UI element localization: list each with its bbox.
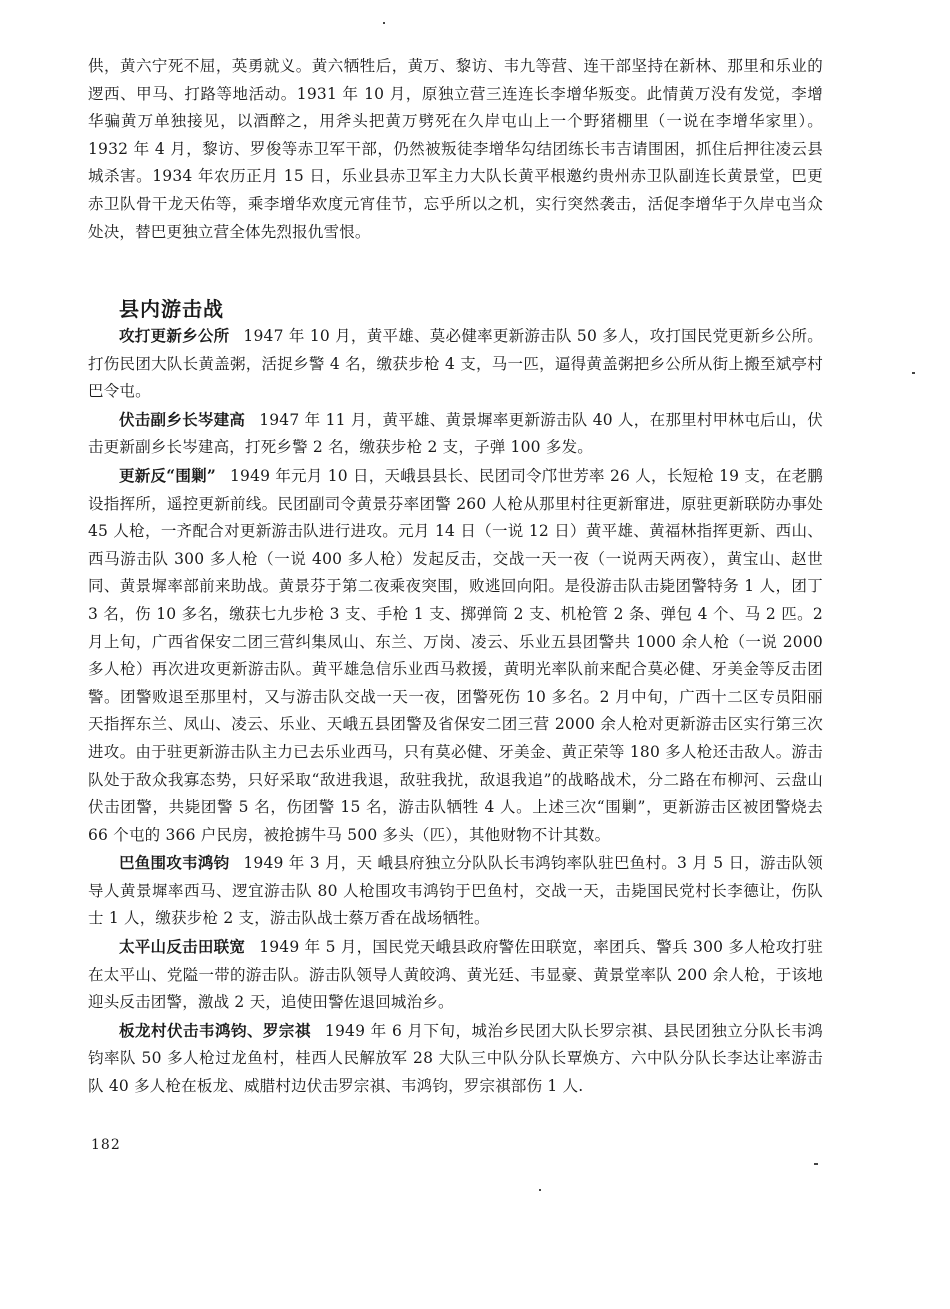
page-number: 182: [91, 1137, 121, 1153]
entry-taipingshan-counterattack: [88, 933, 823, 1017]
entry-heading: 攻打更新乡公所: [119, 326, 230, 345]
intro-text: [88, 53, 823, 246]
entry-heading: 板龙村伏击韦鸿钧、罗宗祺: [119, 1020, 311, 1040]
entry-body: 1949 年 5 月，国民党天峨县政府警佐田联宽，率团兵、警兵 300 多人枪攻打驻在太平山、党隘一带的游击队。游击队领导人黄皎鸿、黄光廷、韦显豪、黄景堂率队 200 余人枪，于该地迎头反击团警，激战 2 天，追使田警佐退回城治乡。: [88, 938, 823, 1012]
scan-speck: [912, 372, 915, 374]
entry-heading: 太平山反击田联宽: [119, 937, 246, 957]
entry-heading: 巴鱼围攻韦鸿钧: [119, 853, 230, 873]
entry-body: 1949 年 6 月下旬，城治乡民团大队长罗宗祺、县民团独立分队长韦鸿钧率队 50 多人枪过龙鱼村，桂西人民解放军 28 大队三中队分队长覃焕方、六中队分队长李达让率游击队 40 多人枪在板龙、威腊村边伏击罗宗祺、韦鸿钧，罗宗祺部伤 1 人.: [88, 1021, 824, 1096]
section-body: [88, 322, 823, 1101]
scan-speck: [814, 1163, 818, 1165]
entry-heading: 更新反“围剿”: [119, 465, 216, 485]
section-title: 县内游击战: [119, 297, 224, 321]
intro-paragraph: 供，黄六宁死不屈，英勇就义。黄六牺牲后，黄万、黎访、韦九等营、连干部坚持在新林、那里和乐业的逻西、甲马、打路等地活动。1931 年 10 月，原独立营三连连长李增华叛变。此情黄万没有发觉，李增华骗黄万单独接见，以酒醉之，用斧头把黄万劈死在久岸屯山上一个野猪棚里（一说在李增华家里）。1932 年 4 月，黎访、罗俊等赤卫军干部，仍然被叛徒李增华勾结团练长韦吉请围困，抓住后押往凌云县城杀害。1934 年农历正月 15 日，乐业县赤卫军主力大队长黄平根邀约贵州赤卫队副连长黄景堂，巴更赤卫队骨干龙天佑等，乘李增华欢度元宵佳节，忘乎所以之机，实行突然袭击，活促李增华于久岸屯当众处决，替巴更独立营全体先烈报仇雪恨。: [88, 57, 823, 241]
entry-bayu-siege: [88, 849, 823, 933]
scan-speck: [383, 22, 385, 24]
entry-heading: 伏击副乡长岑建高: [119, 409, 246, 429]
entry-ambush-cen-jiangao: [88, 406, 823, 462]
entry-attack-gengxin-office: [88, 322, 823, 406]
entry-body: 1949 年元月 10 日，天峨县县长、民团司令邝世芳率 26 人，长短枪 19 支，在老鹏设指挥所，遥控更新前线。民团副司令黄景芬率团警 260 人枪从那里村往更新窜进，原驻更新联防办事处 45 人枪，一齐配合对更新游击队进行进攻。元月 14 日（一说 12 日）黄平雄、黄福林指挥更新、西山、西马游击队 300 多人枪（一说 400 多人枪）发起反击，交战一天一夜（一说两天两夜），黄宝山、赵世同、黄景墀率部前来助战。黄景芬于第二夜乘夜突围，败逃回向阳。是役游击队击毙团警特务 1 人，团丁 3 名，伤 10 多名，缴获七九步枪 3 支、手枪 1 支、掷弹筒 2 支、机枪管 2 条、弹包 4 个、马 2 匹。2 月上旬，广西省保安二团三营纠集凤山、东兰、万岗、凌云、乐业五县团警共 1000 余人枪（一说 2000 多人枪）再次进攻更新游击队。黄平雄急信乐业西马救援，黄明光率队前来配合莫必健、牙美金等反击团警。团警败退至那里村，又与游击队交战一天一夜，团警死伤 10 多名。2 月中旬，广西十二区专员阳丽天指挥东兰、凤山、凌云、乐业、天峨五县团警及省保安二团三营 2000 余人枪对更新游击区实行第三次进攻。由于驻更新游击队主力已去乐业西马，只有莫必健、牙美金、黄正荣等 180 多人枪还击敌人。游击队处于敌众我寡态势，只好采取“敌进我退，敌驻我扰，敌退我追”的战略战术，分二路在布柳河、云盘山伏击团警，共毙团警 5 名，伤团警 15 名，游击队牺牲 4 人。上述三次“围剿”，更新游击区被团警烧去 66 个屯的 366 户民房，被抢掳牛马 500 多头（匹），其他财物不计其数。: [88, 466, 824, 844]
entry-body: 1947 年 11 月，黄平雄、黄景墀率更新游击队 40 人，在那里村甲林屯后山，伏击更新副乡长岑建高，打死乡警 2 名，缴获步枪 2 支，子弹 100 多发。: [88, 410, 823, 457]
entry-gengxin-counter-encirclement: [88, 462, 823, 849]
entry-body: 1949 年 3 月，天 峨县府独立分队队长韦鸿钧率队驻巴鱼村。3 月 5 日，游击队领导人黄景墀率西马、逻宜游击队 80 人枪围攻韦鸿钧于巴鱼村，交战一天，击毙国民党村长李德让，伤队士 1 人，缴获步枪 2 支，游击队战士蔡万香在战场牺牲。: [88, 854, 823, 928]
entry-banlong-ambush: [88, 1017, 823, 1101]
entry-body: 1947 年 10 月，黄平雄、莫必健率更新游击队 50 多人，攻打国民党更新乡公所。打伤民团大队长黄盖粥，活捉乡警 4 名，缴获步枪 4 支，马一匹，逼得黄盖粥把乡公所从街上搬至斌亭村巴令屯。: [88, 327, 823, 401]
scan-speck: [539, 1189, 541, 1191]
